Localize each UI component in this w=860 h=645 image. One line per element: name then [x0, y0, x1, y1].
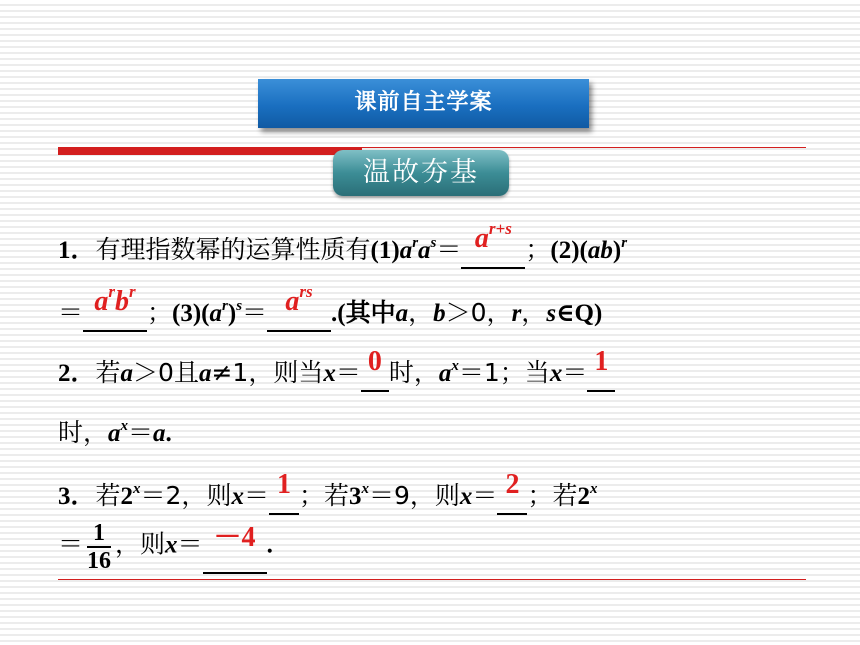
section-header-box: 课前自主学案	[258, 79, 589, 128]
q1-line2: ＝ $a^rb^r$ ；$(3)(a^r)^s=$ $a^{rs}$ .(其中a，b＞0，r，s∈Q)	[58, 295, 602, 332]
q3-line1: 3．若$2^x=2$，则x＝ 1 ；若$3^x=9$，则x＝ 2 ；若2$^x$	[58, 478, 597, 515]
q3-blank-1	[269, 469, 299, 515]
q2-answer-1: 0	[367, 346, 382, 377]
q2-line2: 时，$a^x=a$.	[58, 418, 172, 447]
q3-answer-2: 2	[505, 469, 520, 500]
bottom-red-line	[58, 579, 806, 580]
q3-line2: ＝ $\frac{1}{16}$ ，则x＝ －4 .	[58, 520, 273, 574]
q3-blank-3	[203, 522, 267, 574]
thin-red-divider	[362, 147, 806, 148]
q1-blank-3	[267, 282, 331, 332]
q1-answer-2: $a^rb^r$	[94, 282, 136, 317]
q2-blank-2	[587, 346, 615, 392]
red-accent-bar	[58, 147, 362, 155]
q1-blank-1	[461, 219, 525, 269]
q3-answer-1: 1	[276, 469, 291, 500]
fraction-1-16: $\frac{1}{16}$	[87, 520, 112, 574]
q2-blank-1	[361, 346, 389, 392]
q1-blank-2	[83, 282, 147, 332]
q1-answer-1: $a^{r+s}$	[474, 219, 512, 254]
review-badge: 温故夯基	[333, 150, 509, 196]
q3-answer-3: －4	[213, 522, 256, 553]
q2-line1: 2．若a＞0且a≠1，则当x＝ 0 时，$a^x=1$；当x＝ 1	[58, 355, 615, 392]
q2-answer-2: 1	[594, 346, 609, 377]
q1-line1: 1．有理指数幂的运算性质有$(1)a^ra^s=$ $a^{r+s}$ ；(2)(ab)$^r$	[58, 232, 627, 269]
q3-blank-2	[497, 469, 527, 515]
q1-answer-3: $a^{rs}$	[285, 282, 313, 317]
